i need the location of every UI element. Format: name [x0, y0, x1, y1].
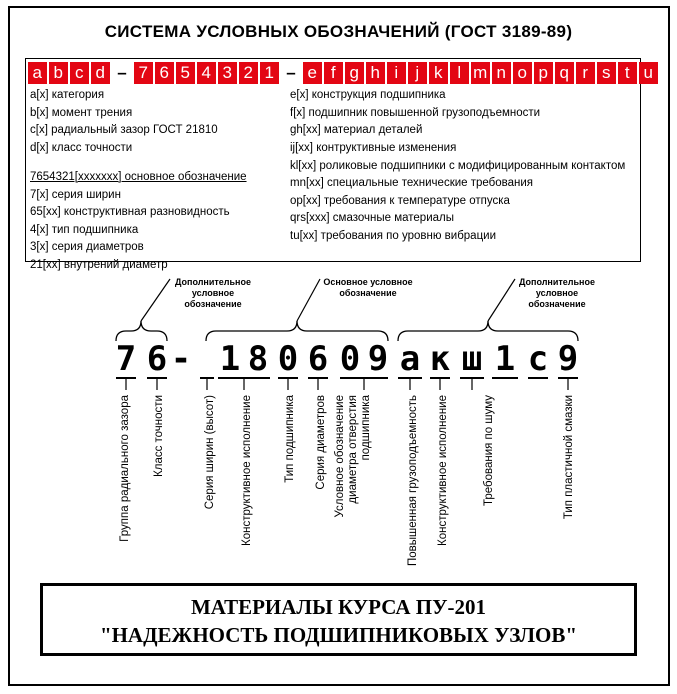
legend-item: c[x] радиальный зазор ГОСТ 21810 [30, 124, 218, 136]
vertical-label-line: Конструктивное исполнение [241, 395, 253, 546]
code-letter-box: j [408, 62, 427, 84]
brace-label-line: обозначение [184, 299, 242, 309]
course-line-1: МАТЕРИАЛЫ КУРСА ПУ-201 [190, 595, 487, 619]
brace-label-line: Дополнительное [518, 277, 596, 287]
legend-item: 21[xx] внутрений диаметр [30, 258, 168, 271]
code-dash: – [286, 63, 296, 82]
designation-character: 6 [307, 339, 329, 379]
course-title-box [40, 583, 637, 656]
designation-character: а [399, 339, 421, 379]
code-letter-box: e [303, 62, 322, 84]
code-letter-box: b [49, 62, 68, 84]
page-title: СИСТЕМА УСЛОВНЫХ ОБОЗНАЧЕНИЙ (ГОСТ 3189-89) [104, 22, 573, 41]
designation-character: - [170, 339, 192, 379]
code-letter-box: q [555, 62, 574, 84]
designation-character: 1 [494, 339, 516, 379]
code-letter-box: n [492, 62, 511, 84]
legend-left-column [30, 87, 310, 274]
designation-character: 0 [339, 339, 361, 379]
code-letter-box: 7 [134, 62, 153, 84]
code-letter-box: m [471, 62, 490, 84]
code-letter-box: 5 [176, 62, 195, 84]
legend-item: tu[xx] требования по уровню вибрации [290, 229, 497, 242]
vertical-label-line: подшипника [360, 395, 372, 461]
code-row [26, 62, 654, 84]
brace-label-line: Дополнительное [174, 277, 252, 287]
code-letter-box: l [450, 62, 469, 84]
legend-item: b[x] момент трения [30, 106, 133, 119]
legend-item: e[x] конструкция подшипника [290, 89, 446, 101]
legend-item: 3[x] серия диаметров [30, 241, 144, 253]
legend-item: 65[xx] конструктивная разновидность [30, 206, 230, 218]
code-letter-box: 1 [260, 62, 279, 84]
designation-character: 6 [146, 339, 168, 379]
code-letter-box: a [28, 62, 47, 84]
legend-item: kl[xx] роликовые подшипники с модифицированным контактом [290, 160, 626, 172]
leader-right [488, 279, 515, 321]
legend-item: ij[xx] контруктивные изменения [290, 141, 457, 154]
designation-character: 7 [115, 339, 137, 379]
code-letter-box: r [576, 62, 595, 84]
code-letter-box: t [618, 62, 637, 84]
designation-character: 8 [247, 339, 269, 379]
legend-item: a[x] категория [30, 89, 105, 101]
code-letter-box: o [513, 62, 532, 84]
vertical-label-line: Серия ширин (высот) [204, 395, 216, 510]
legend-item: 7[x] серия ширин [30, 188, 121, 201]
legend-item: gh[xx] материал деталей [290, 124, 423, 136]
vertical-label-line: Серия диаметров [315, 395, 327, 490]
legend-item: op[xx] требования к температуре отпуска [290, 194, 510, 207]
legend-panel [25, 58, 654, 271]
legend-right-column [290, 87, 630, 245]
designation-character: с [527, 339, 549, 379]
code-letter-box: u [639, 62, 658, 84]
designation-character: 9 [557, 339, 579, 379]
legend-item: 7654321[xxxxxxx] основное обозначение [30, 171, 247, 183]
legend-item: mn[xx] специальные технические требования [290, 177, 534, 189]
designation-character: 0 [277, 339, 299, 379]
course-line-2: "НАДЕЖНОСТЬ ПОДШИПНИКОВЫХ УЗЛОВ" [99, 623, 578, 647]
code-letter-box: f [324, 62, 343, 84]
brace-label-line: условное [191, 288, 235, 298]
code-letter-box: d [91, 62, 110, 84]
brace-right [398, 321, 578, 341]
code-letter-box: 4 [197, 62, 216, 84]
vertical-label-line: Условное обозначение [334, 395, 346, 518]
brace-left [116, 321, 167, 341]
designation-character: 9 [367, 339, 389, 379]
code-letter-box: s [597, 62, 616, 84]
brace-middle [206, 321, 388, 341]
code-letter-box: 3 [218, 62, 237, 84]
code-letter-box: p [534, 62, 553, 84]
vertical-label-line: Требования по шуму [483, 395, 495, 507]
vertical-label-line: Повышенная грузоподъемность [407, 395, 419, 567]
vertical-label-line: Тип подшипника [284, 395, 296, 483]
code-letter-box: h [366, 62, 385, 84]
designation-diagram [0, 265, 677, 575]
code-letter-box: k [429, 62, 448, 84]
vertical-label-line: Класс точности [153, 395, 165, 477]
vertical-label-line: диаметра отверстия [347, 395, 359, 504]
brace-label-line: обозначение [339, 288, 397, 298]
legend-item: d[x] класс точности [30, 141, 133, 154]
leader-middle [297, 279, 320, 321]
leader-left [141, 279, 170, 321]
designation-character: к [429, 339, 451, 379]
legend-item: 4[x] тип подшипника [30, 223, 139, 236]
brace-label-line: обозначение [528, 299, 586, 309]
legend-item: f[x] подшипник повышенной грузоподъемности [290, 106, 541, 119]
vertical-label-line: Конструктивное исполнение [437, 395, 449, 546]
code-letter-box: 6 [155, 62, 174, 84]
designation-character: 1 [219, 339, 241, 379]
brace-label-line: условное [535, 288, 579, 298]
brace-label-line: Основное условное [323, 277, 413, 287]
code-letter-box: g [345, 62, 364, 84]
legend-item: qrs[xxx] смазочные материалы [290, 212, 454, 224]
code-letter-box: c [70, 62, 89, 84]
code-letter-box: 2 [239, 62, 258, 84]
code-dash: – [117, 63, 127, 82]
designation-character: ш [461, 339, 483, 379]
vertical-label-line: Группа радиального зазора [119, 395, 131, 542]
vertical-label-line: Тип пластичной смазки [563, 395, 575, 520]
code-letter-box: i [387, 62, 406, 84]
